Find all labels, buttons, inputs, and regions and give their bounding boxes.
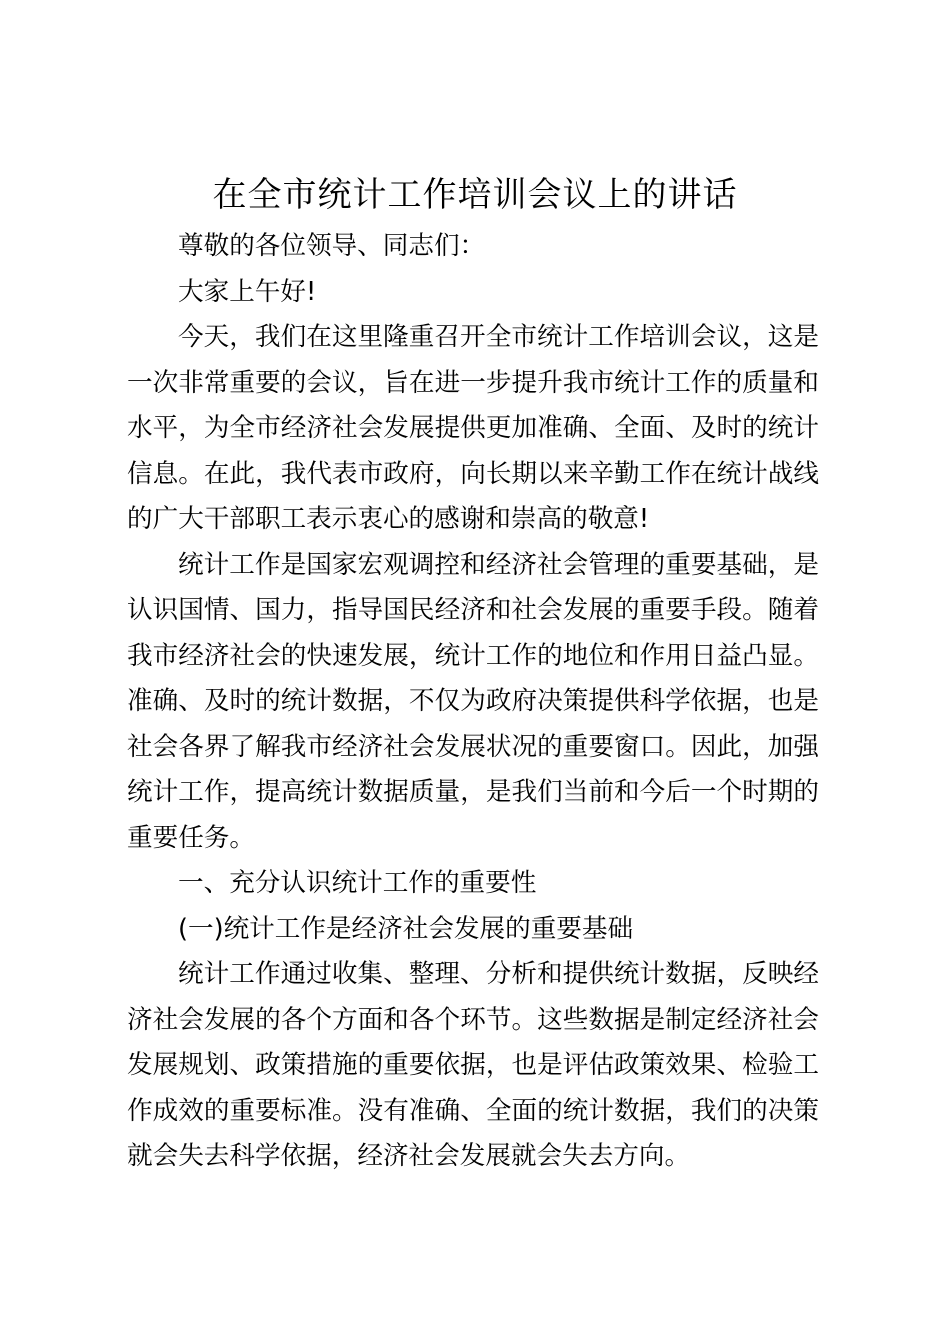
document-title: 在全市统计工作培训会议上的讲话 xyxy=(212,175,738,215)
paragraph-opening: 今天，我们在这里隆重召开全市统计工作培训会议，这是一次非常重要的会议，旨在进一步提升我市统计工作的质量和水平，为全市经济社会发展提供更加准确、全面、及时的统计信息。在此，我代表市政府，向长期以来辛勤工作在统计战线的广大干部职工表示衷心的感谢和崇高的敬意! xyxy=(127,322,819,534)
greeting: 大家上午好! xyxy=(178,276,317,307)
paragraph-subsection: 统计工作通过收集、整理、分析和提供统计数据，反映经济社会发展的各个方面和各个环节。这些数据是制定经济社会发展规划、政策措施的重要依据，也是评估政策效果、检验工作成效的重要标准。没有准确、全面的统计数据，我们的决策就会失去科学依据，经济社会发展就会失去方向。 xyxy=(127,959,819,1171)
section-heading: 一、充分认识统计工作的重要性 xyxy=(178,868,537,898)
paragraph-importance: 统计工作是国家宏观调控和经济社会管理的重要基础，是认识国情、国力，指导国民经济和社会发展的重要手段。随着我市经济社会的快速发展，统计工作的地位和作用日益凸显。准确、及时的统计数据，不仅为政府决策提供科学依据，也是社会各界了解我市经济社会发展状况的重要窗口。因此，加强统计工作，提高统计数据质量，是我们当前和今后一个时期的重要任务。 xyxy=(127,549,819,853)
subsection-heading: (一)统计工作是经济社会发展的重要基础 xyxy=(178,913,634,944)
document-body xyxy=(127,224,819,1180)
salutation: 尊敬的各位领导、同志们： xyxy=(178,231,486,261)
